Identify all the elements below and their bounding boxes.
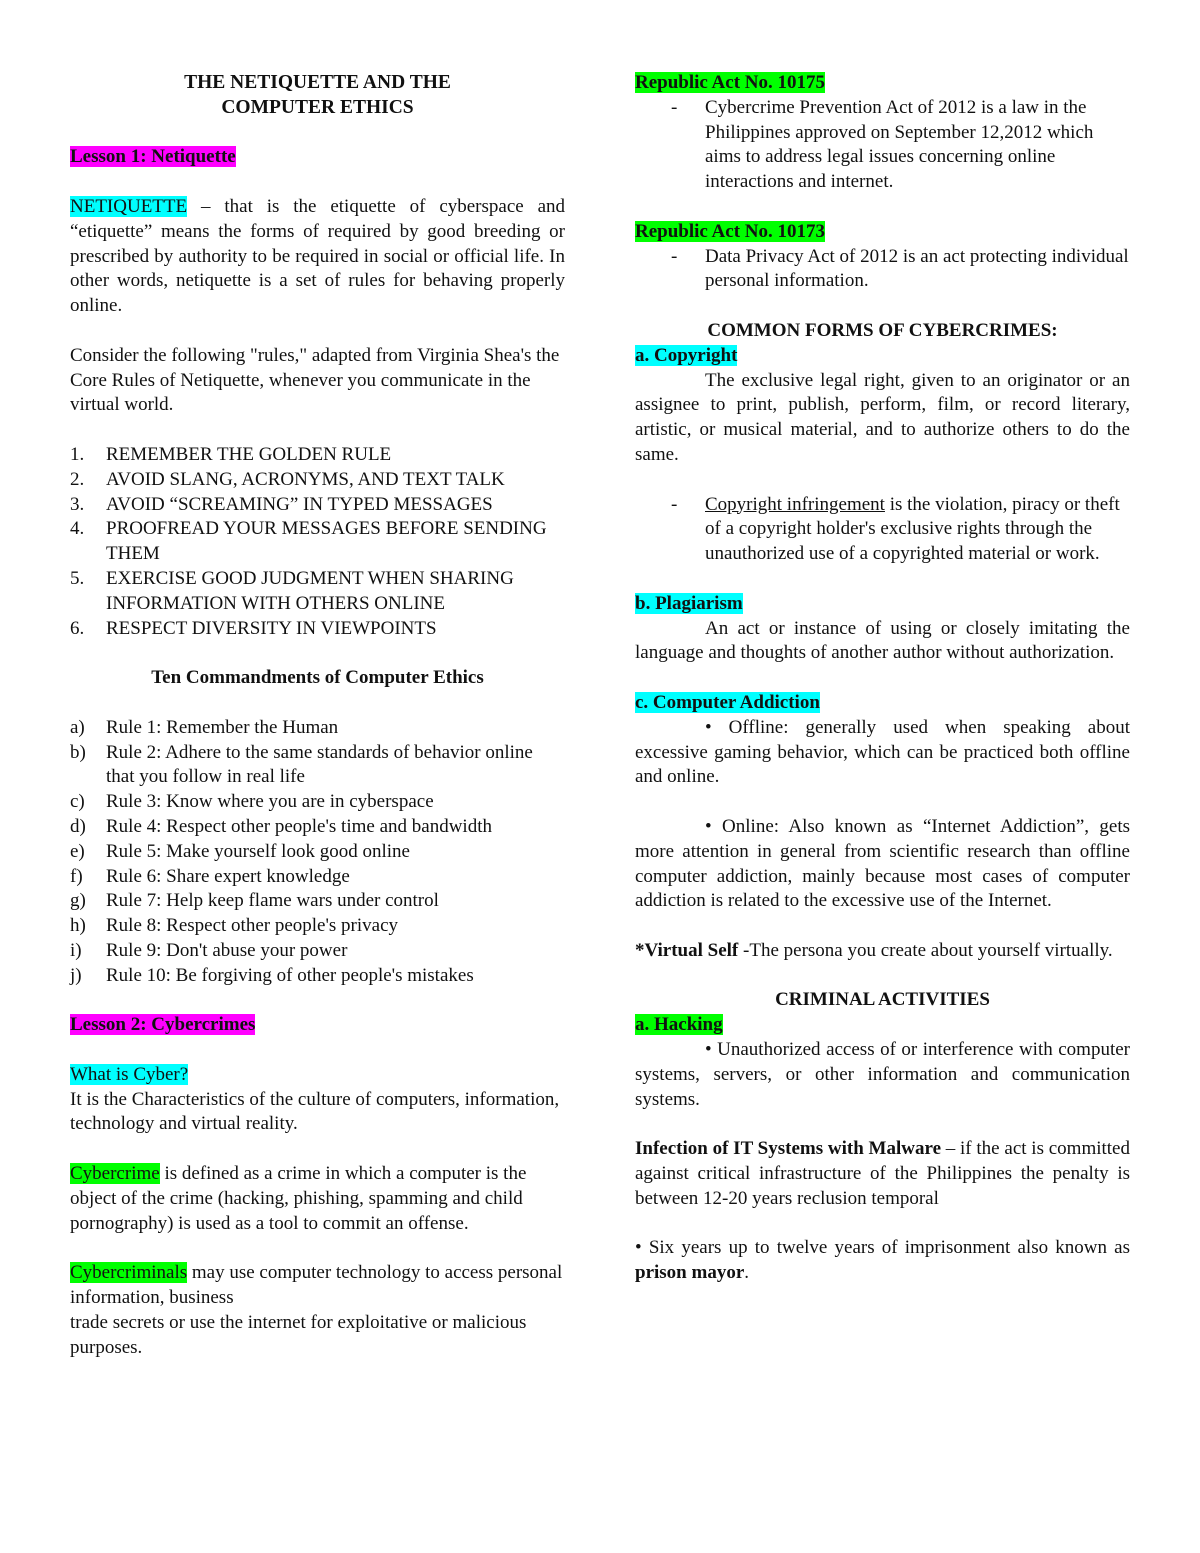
list-marker: d): [70, 815, 86, 837]
list-marker: 2.: [70, 468, 85, 490]
copyright-infringement-term: Copyright infringement: [705, 493, 885, 515]
list-item: [635, 493, 1130, 567]
list-item-text: RESPECT DIVERSITY IN VIEWPOINTS: [106, 617, 437, 639]
list-item: [70, 939, 565, 964]
cybercrime-definition: is defined as a crime in which a computer is the object of the crime (hacking, phishing, spamming and child pornography) is used as a tool to commit an offense.: [70, 1163, 527, 1234]
cybercriminals-definition-cont: trade secrets or use the internet for exploitative or malicious purposes.: [70, 1311, 527, 1358]
list-item: [70, 741, 565, 791]
list-item-text: Rule 1: Remember the Human: [106, 716, 339, 738]
list-marker: j): [70, 964, 82, 986]
list-item-text: Rule 7: Help keep flame wars under control: [106, 890, 439, 912]
list-item-text: AVOID “SCREAMING” IN TYPED MESSAGES: [106, 493, 493, 515]
computer-addiction-label: c. Computer Addiction: [635, 691, 820, 713]
common-forms-heading: COMMON FORMS OF CYBERCRIMES:: [707, 319, 1058, 341]
lesson-1-heading: Lesson 1: Netiquette: [70, 146, 236, 168]
list-item: [70, 468, 565, 493]
list-item-text: Rule 2: Adhere to the same standards of behavior online that you follow in real life: [106, 741, 533, 788]
list-marker: 3.: [70, 493, 85, 515]
criminal-activities-heading: CRIMINAL ACTIVITIES: [775, 989, 990, 1011]
netiquette-term: NETIQUETTE: [70, 195, 188, 217]
list-item: [70, 865, 565, 890]
list-item: [70, 493, 565, 518]
prison-term: prison mayor: [635, 1262, 745, 1284]
list-marker: i): [70, 939, 82, 961]
list-item: [70, 964, 565, 989]
lesson-2-heading: Lesson 2: Cybercrimes: [70, 1014, 256, 1036]
commandments-list: [70, 716, 565, 989]
hacking-definition: • Unauthorized access of or interference with computer systems, servers, or other information and communication systems.: [635, 1039, 1130, 1110]
list-item: [70, 567, 565, 617]
malware-paragraph: [635, 1137, 1130, 1211]
list-item: [70, 914, 565, 939]
list-marker: 4.: [70, 518, 85, 540]
plagiarism-definition: An act or instance of using or closely imitating the language and thoughts of another author without authorization.: [635, 617, 1130, 664]
copyright-infringement-definition: is the violation, piracy or theft of a copyright holder's exclusive rights through the unauthorized use of a copyrighted material or work.: [705, 493, 1120, 565]
list-item: [70, 517, 565, 567]
list-item: [70, 889, 565, 914]
dash-marker: -: [671, 245, 678, 267]
hacking-label: a. Hacking: [635, 1014, 723, 1036]
list-marker: 1.: [70, 443, 85, 465]
right-column: [635, 71, 1130, 1286]
plagiarism-label: b. Plagiarism: [635, 592, 743, 614]
list-item-text: Rule 8: Respect other people's privacy: [106, 915, 399, 937]
list-marker: f): [70, 865, 83, 887]
virtual-self-definition: -The persona you create about yourself virtually.: [738, 939, 1113, 961]
addiction-offline: • Offline: generally used when speaking about excessive gaming behavior, which can be practiced both offline and online.: [635, 716, 1130, 788]
left-column: [70, 71, 565, 1360]
list-item-text: Rule 10: Be forgiving of other people's mistakes: [106, 964, 474, 986]
cybercriminals-term: Cybercriminals: [70, 1262, 188, 1284]
virtual-self-term: *Virtual Self: [635, 939, 739, 961]
copyright-label: a. Copyright: [635, 344, 738, 366]
list-marker: a): [70, 716, 85, 738]
netiquette-definition: [70, 195, 565, 319]
list-item: [70, 443, 565, 468]
netiquette-rules-list: [70, 443, 565, 641]
consider-paragraph: Consider the following "rules," adapted from Virginia Shea's the Core Rules of Netiquette, whenever you communicate in the virtual world.: [70, 344, 560, 416]
virtual-self-paragraph: [635, 939, 1130, 964]
list-item: [635, 96, 1130, 195]
cyber-definition: It is the Characteristics of the culture of computers, information, technology and virtual reality.: [70, 1088, 560, 1135]
list-item-text: Rule 3: Know where you are in cyberspace: [106, 791, 434, 813]
list-item: [70, 790, 565, 815]
prison-paragraph: [635, 1236, 1130, 1286]
list-marker: 6.: [70, 617, 85, 639]
list-item: [70, 716, 565, 741]
prison-end: .: [744, 1262, 749, 1284]
prison-text: • Six years up to twelve years of imprisonment also known as: [635, 1237, 1130, 1259]
dash-marker: -: [671, 493, 678, 515]
list-item-text: REMEMBER THE GOLDEN RULE: [106, 443, 392, 465]
ra-10175-list: [635, 96, 1130, 195]
title-line-2: COMPUTER ETHICS: [221, 96, 414, 118]
addiction-online: • Online: Also known as “Internet Addiction”, gets more attention in general from scientific research than offline computer addiction, mainly because most cases of computer addiction is related to the excessive use of the Internet.: [635, 815, 1130, 912]
list-marker: g): [70, 890, 86, 912]
list-item: [70, 840, 565, 865]
malware-term: Infection of IT Systems with Malware: [635, 1138, 941, 1160]
list-item-text: Rule 5: Make yourself look good online: [106, 840, 410, 862]
copyright-definition: The exclusive legal right, given to an originator or an assignee to print, publish, perform, film, or record literary, artistic, or musical material, and to authorize others to do the same.: [635, 369, 1130, 465]
ra-10173-text: Data Privacy Act of 2012 is an act protecting individual personal information.: [705, 245, 1129, 292]
list-item-text: AVOID SLANG, ACRONYMS, AND TEXT TALK: [106, 468, 505, 490]
list-item-text: Rule 9: Don't abuse your power: [106, 939, 348, 961]
list-item-text: Rule 4: Respect other people's time and bandwidth: [106, 815, 492, 837]
malware-definition: – if the act is committed against critical infrastructure of the Philippines the penalty is between 12-20 years reclusion temporal: [635, 1138, 1130, 1209]
list-marker: b): [70, 741, 86, 763]
ra-10173-label: Republic Act No. 10173: [635, 220, 825, 242]
list-item-text: Rule 6: Share expert knowledge: [106, 865, 350, 887]
what-is-cyber-heading: What is Cyber?: [70, 1063, 189, 1085]
list-item: [70, 617, 565, 642]
commandments-heading: Ten Commandments of Computer Ethics: [151, 667, 484, 689]
cybercriminals-definition: may use computer technology to access personal information, business: [70, 1262, 563, 1309]
document-title: [70, 71, 565, 121]
cybercrime-paragraph: [70, 1162, 565, 1236]
list-item: [635, 245, 1130, 295]
list-marker: h): [70, 915, 86, 937]
netiquette-definition-text: – that is the etiquette of cyberspace and “etiquette” means the forms of required by good breeding or prescribed by authority to be required in social or official life. In other words, netiquette is a set of rules for behaving properly online.: [70, 195, 565, 317]
cybercrime-term: Cybercrime: [70, 1163, 160, 1185]
list-marker: c): [70, 791, 85, 813]
list-marker: e): [70, 840, 85, 862]
ra-10175-label: Republic Act No. 10175: [635, 72, 825, 93]
cybercriminals-paragraph: [70, 1261, 565, 1311]
list-item-text: EXERCISE GOOD JUDGMENT WHEN SHARING INFORMATION WITH OTHERS ONLINE: [106, 567, 514, 614]
ra-10175-text: Cybercrime Prevention Act of 2012 is a law in the Philippines approved on September 12,2012 which aims to address legal issues concerning online interactions and internet.: [705, 96, 1094, 193]
dash-marker: -: [671, 96, 678, 118]
list-item-text: PROOFREAD YOUR MESSAGES BEFORE SENDING THEM: [106, 518, 547, 565]
ra-10173-list: [635, 245, 1130, 295]
list-item: [70, 815, 565, 840]
copyright-infringement-list: [635, 493, 1130, 567]
list-marker: 5.: [70, 567, 85, 589]
title-line-1: THE NETIQUETTE AND THE: [184, 72, 451, 93]
